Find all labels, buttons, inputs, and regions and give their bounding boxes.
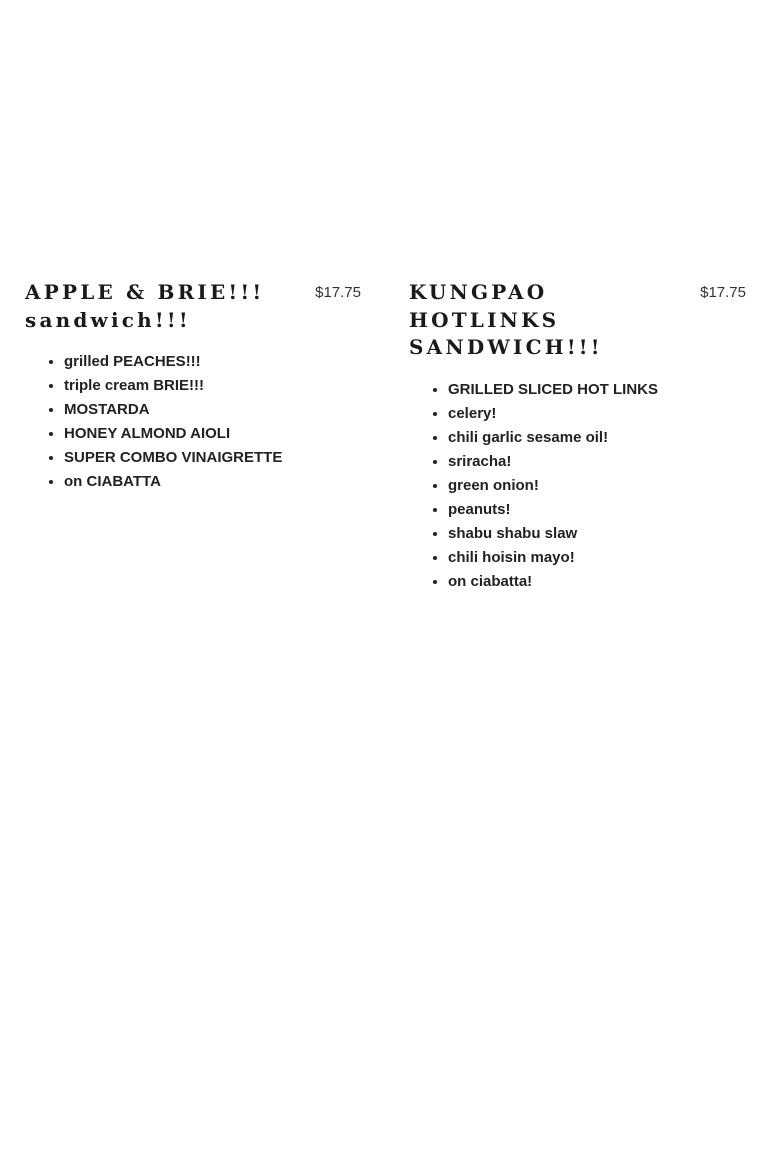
ingredient-list: [409, 378, 746, 594]
ingredient-item: • on ciabatta!: [448, 570, 746, 594]
menu-item-title: [25, 279, 275, 334]
menu-item-header: [409, 279, 746, 362]
ingredient-list: [25, 350, 361, 494]
ingredient-item: • chili garlic sesame oil!: [448, 426, 746, 450]
menu-item-apple-brie: [25, 279, 361, 494]
ingredient-item: • GRILLED SLICED HOT LINKS: [448, 378, 746, 402]
ingredient-item: • celery!: [448, 402, 746, 426]
menu-item-price: $17.75: [315, 284, 361, 301]
ingredient-item: • triple cream BRIE!!!: [64, 374, 361, 398]
menu-item-kungpao-hotlinks: [409, 279, 746, 594]
title-line: APPLE & BRIE!!!: [25, 280, 265, 304]
ingredient-item: • grilled PEACHES!!!: [64, 350, 361, 374]
ingredient-item: • peanuts!: [448, 498, 746, 522]
menu-item-header: [25, 279, 361, 334]
title-line: sandwich!!!: [25, 307, 191, 332]
title-line: SANDWICH!!!: [409, 335, 603, 359]
ingredient-item: • SUPER COMBO VINAIGRETTE: [64, 446, 361, 470]
menu-item-title: [409, 279, 649, 362]
title-line: HOTLINKS: [409, 307, 560, 332]
ingredient-item: • on CIABATTA: [64, 470, 361, 494]
menu-item-price: $17.75: [700, 284, 746, 301]
ingredient-item: • MOSTARDA: [64, 398, 361, 422]
ingredient-item: • chili hoisin mayo!: [448, 546, 746, 570]
ingredient-item: • HONEY ALMOND AIOLI: [64, 422, 361, 446]
ingredient-item: • sriracha!: [448, 450, 746, 474]
ingredient-item: • green onion!: [448, 474, 746, 498]
title-line: KUNGPAO: [409, 280, 548, 304]
ingredient-item: • shabu shabu slaw: [448, 522, 746, 546]
